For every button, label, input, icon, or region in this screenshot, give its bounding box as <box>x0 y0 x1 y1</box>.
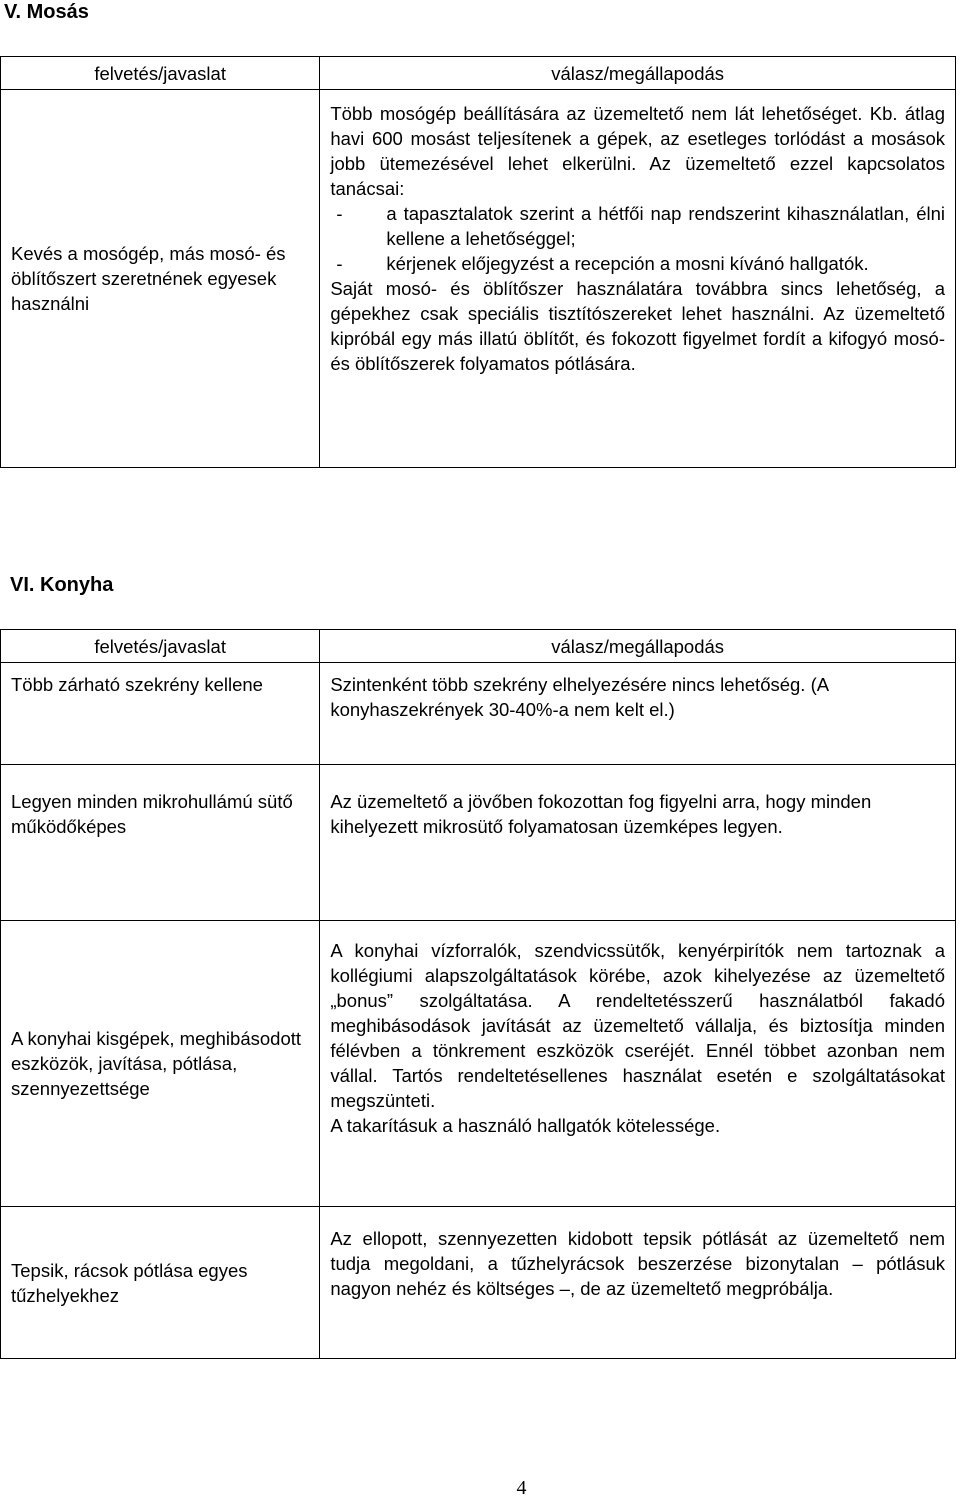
proposal-cell <box>1 765 320 921</box>
list-item <box>330 251 945 276</box>
table-row <box>1 921 956 1207</box>
table-row <box>1 765 956 921</box>
response-text-extra: A takarításuk a használó hallgatók kötelessége. <box>330 1115 721 1136</box>
proposal-text: Tepsik, rácsok pótlása egyes tűzhelyekhez <box>11 1259 248 1306</box>
bullet-dash: - <box>336 203 343 224</box>
konyha-table <box>0 629 956 1359</box>
mosas-table <box>0 56 956 468</box>
column-header-response: válasz/megállapodás <box>320 630 956 663</box>
proposal-text: A konyhai kisgépek, meghibásodott eszközök, javítása, pótlása, szennyezettsége <box>11 1028 302 1099</box>
table-header-row <box>1 57 956 90</box>
response-text: A konyhai vízforralók, szendvicssütők, kenyérpirítók nem tartoznak a kollégiumi alapszolgáltatások körébe, azok kihelyezése az üzemeltető „bonus” szolgáltatása. A rendeltetésszerű használatból fakadó meghibásodások javítását az üzemeltető vállalja, és biztosítja minden félévben a tönkrement eszközök cseréjét. Ennél többet azonban nem vállal. Tartós rendeltetésellenes használat esetén e szolgáltatásokat megszünteti. <box>330 940 945 1111</box>
response-text: Az üzemeltető a jövőben fokozottan fog figyelni arra, hogy minden kihelyezett mikrosütő folyamatosan üzemképes legyen. <box>330 791 872 837</box>
proposal-cell <box>1 1207 320 1359</box>
list-item <box>330 201 945 251</box>
response-cell <box>320 921 956 1207</box>
proposal-cell <box>1 90 320 468</box>
proposal-cell <box>1 921 320 1207</box>
response-cell <box>320 663 956 765</box>
section-title-mosas: V. Mosás <box>4 1 89 23</box>
list-item-text: kérjenek előjegyzést a recepción a mosni kívánó hallgatók. <box>386 253 869 274</box>
response-cell <box>320 765 956 921</box>
bullet-dash: - <box>336 253 343 274</box>
table-header-row <box>1 630 956 663</box>
column-header-proposal: felvetés/javaslat <box>1 630 320 663</box>
page-number: 4 <box>516 1477 527 1499</box>
response-cell <box>320 90 956 468</box>
column-header-response: válasz/megállapodás <box>320 57 956 90</box>
proposal-text: Legyen minden mikrohullámú sütő működőképes <box>11 791 293 837</box>
table-row <box>1 1207 956 1359</box>
proposal-text: Több zárható szekrény kellene <box>11 674 263 695</box>
column-header-proposal: felvetés/javaslat <box>1 57 320 90</box>
section-title-konyha: VI. Konyha <box>10 574 114 596</box>
table-row <box>1 90 956 468</box>
response-outro: Saját mosó- és öblítőszer használatára továbbra sincs lehetőség, a gépekhez csak speciális tisztítószereket lehet használni. Az üzemeltető kipróbál egy más illatú öblítőt, és fokozott figyelmet fordít a kifogyó mosó- és öblítőszerek folyamatos pótlására. <box>330 278 945 374</box>
response-text: Az ellopott, szennyezetten kidobott tepsik pótlását az üzemeltető nem tudja megoldani, a tűzhelyrácsok beszerzése bizonytalan – pótlásuk nagyon nehéz és költséges –, de az üzemeltető megpróbálja. <box>330 1228 945 1299</box>
list-item-text: a tapasztalatok szerint a hétfői nap rendszerint kihasználatlan, élni kellene a lehetőséggel; <box>386 203 945 249</box>
proposal-cell <box>1 663 320 765</box>
response-intro: Több mosógép beállítására az üzemeltető nem lát lehetőséget. Kb. átlag havi 600 mosást teljesítenek a gépek, az esetleges torlódást a mosások jobb ütemezésével lehet elkerülni. Az üzemeltető ezzel kapcsolatos tanácsai: <box>330 103 945 199</box>
proposal-text: Kevés a mosógép, más mosó- és öblítőszert szeretnének egyesek használni <box>11 243 286 314</box>
response-cell <box>320 1207 956 1359</box>
table-row <box>1 663 956 765</box>
response-text: Szintenként több szekrény elhelyezésére nincs lehetőség. (A konyhaszekrények 30-40%-a nem kelt el.) <box>330 674 829 720</box>
